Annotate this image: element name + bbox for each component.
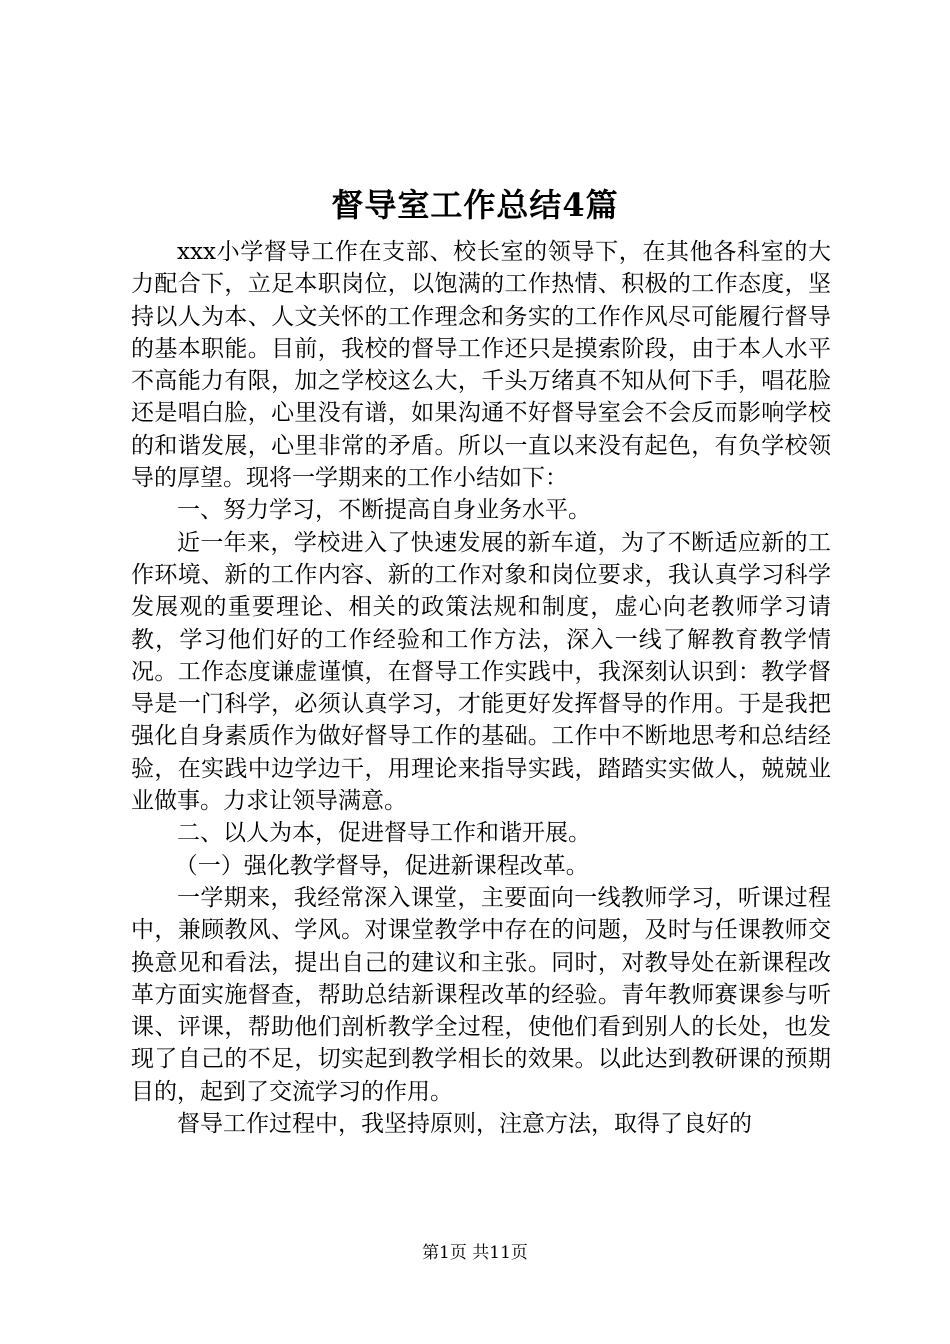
- page-number-footer: 第1页 共11页: [422, 1243, 528, 1263]
- paragraph-study: 近一年来，学校进入了快速发展的新车道，为了不断适应新的工作环境、新的工作内容、新的工作对象和岗位要求，我认真学习科学发展观的重要理论、相关的政策法规和制度，虚心向老教师学习请教，学习他们好的工作经验和工作方法，深入一线了解教育教学情况。工作态度谦虚谨慎，在督导工作实践中，我深刻认识到：教学督导是一门科学，必须认真学习，才能更好发挥督导的作用。于是我把强化自身素质作为做好督导工作的基础。工作中不断地思考和总结经验，在实践中边学边干，用理论来指导实践，踏踏实实做人，兢兢业业做事。力求让领导满意。: [131, 529, 831, 815]
- document-title: 督导室工作总结4篇: [331, 186, 619, 224]
- section-heading-1: 一、努力学习，不断提高自身业务水平。: [177, 497, 591, 524]
- paragraph-teaching: 一学期来，我经常深入课堂，主要面向一线教师学习，听课过程中，兼顾教风、学风。对课堂教学中存在的问题，及时与任课教师交换意见和看法，提出自己的建议和主张。同时，对教导处在新课程改革方面实施督查，帮助总结新课程改革的经验。青年教师赛课参与听课、评课，帮助他们剖析教学全过程，使他们看到别人的长处，也发现了自己的不足，切实起到教学相长的效果。以此达到教研课的预期目的，起到了交流学习的作用。: [131, 884, 831, 1105]
- section-heading-2: 二、以人为本，促进督导工作和谐开展。: [177, 820, 591, 847]
- paragraph-intro: xxx小学督导工作在支部、校长室的领导下，在其他各科室的大力配合下，立足本职岗位，以饱满的工作热情、积极的工作态度，坚持以人为本、人文关怀的工作理念和务实的工作作风尽可能履行督导的基本职能。目前，我校的督导工作还只是摸索阶段，由于本人水平不高能力有限，加之学校这么大，千头万绪真不知从何下手，唱花脸还是唱白脸，心里没有谱，如果沟通不好督导室会不会反而影响学校的和谐发展，心里非常的矛盾。所以一直以来没有起色，有负学校领导的厚望。现将一学期来的工作小结如下：: [131, 239, 831, 492]
- document-body: [131, 236, 831, 1140]
- subsection-heading-1: （一）强化教学督导，促进新课程改革。: [174, 852, 589, 879]
- paragraph-principles: 督导工作过程中，我坚持原则，注意方法，取得了良好的: [177, 1111, 752, 1138]
